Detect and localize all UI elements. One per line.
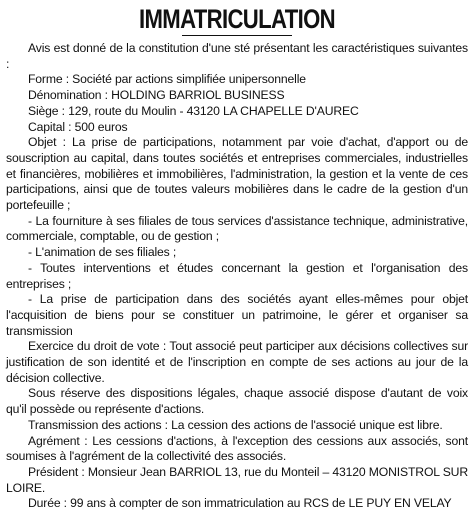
objet-paragraph: Objet : La prise de participations, notamment par voie d'achat, d'apport ou de souscription au capital, dans toutes sociétés et entreprises commerciales, industrielles et financières, mobilières et immobilières, l'administration, la gestion et la vente de ces participations, ainsi que de toutes valeurs mobilières dans le cadre de la gestion d'un portefeuille ; bbox=[6, 135, 468, 213]
president-paragraph: Président : Monsieur Jean BARRIOL 13, rue du Monteil – 43120 MONISTROL SUR LOIRE. bbox=[6, 464, 468, 495]
title-underline bbox=[182, 35, 292, 36]
reserve-paragraph: Sous réserve des dispositions légales, chaque associé dispose d'autant de voix qu'il possède ou représente d'actions. bbox=[6, 386, 468, 417]
objet-item-interventions: - Toutes interventions et études concernant la gestion et l'organisation des entreprises ; bbox=[6, 260, 468, 291]
forme-line: Forme : Société par actions simplifiée unipersonnelle bbox=[28, 72, 306, 87]
agrement-paragraph: Agrément : Les cessions d'actions, à l'exception des cessions aux associés, sont soumises à l'agrément de la collectivité des associés. bbox=[6, 433, 468, 464]
objet-item-fourniture: - La fourniture à ses filiales de tous services d'assistance technique, administrative, commerciale, comptable, ou de gestion ; bbox=[6, 213, 468, 244]
duree-paragraph: Durée : 99 ans à compter de son immatriculation au RCS de LE PUY EN VELAY bbox=[28, 496, 452, 511]
droit-de-vote-paragraph: Exercice du droit de vote : Tout associé peut participer aux décisions collectives sur justification de son identité et de l'inscription en compte de ses actions au jour de la décision collective. bbox=[6, 339, 468, 385]
notice-body bbox=[6, 41, 468, 512]
capital-line: Capital : 500 euros bbox=[28, 119, 128, 134]
notice-title: IMMATRICULATION bbox=[139, 4, 335, 34]
transmission-paragraph: Transmission des actions : La cession des actions de l'associé unique est libre. bbox=[28, 417, 443, 432]
intro-paragraph: Avis est donné de la constitution d'une sté présentant les caractéristiques suivantes : bbox=[6, 41, 468, 71]
denomination-line: Dénomination : HOLDING BARRIOL BUSINESS bbox=[28, 88, 285, 103]
objet-item-animation: - L'animation de ses filiales ; bbox=[28, 245, 177, 260]
siege-line: Siège : 129, route du Moulin - 43120 LA CHAPELLE D'AUREC bbox=[28, 103, 359, 118]
objet-item-participation: - La prise de participation dans des sociétés ayant elles-mêmes pour objet l'acquisition de biens pour se constituer un patrimoine, le gérer et organiser sa transmission bbox=[6, 292, 468, 338]
